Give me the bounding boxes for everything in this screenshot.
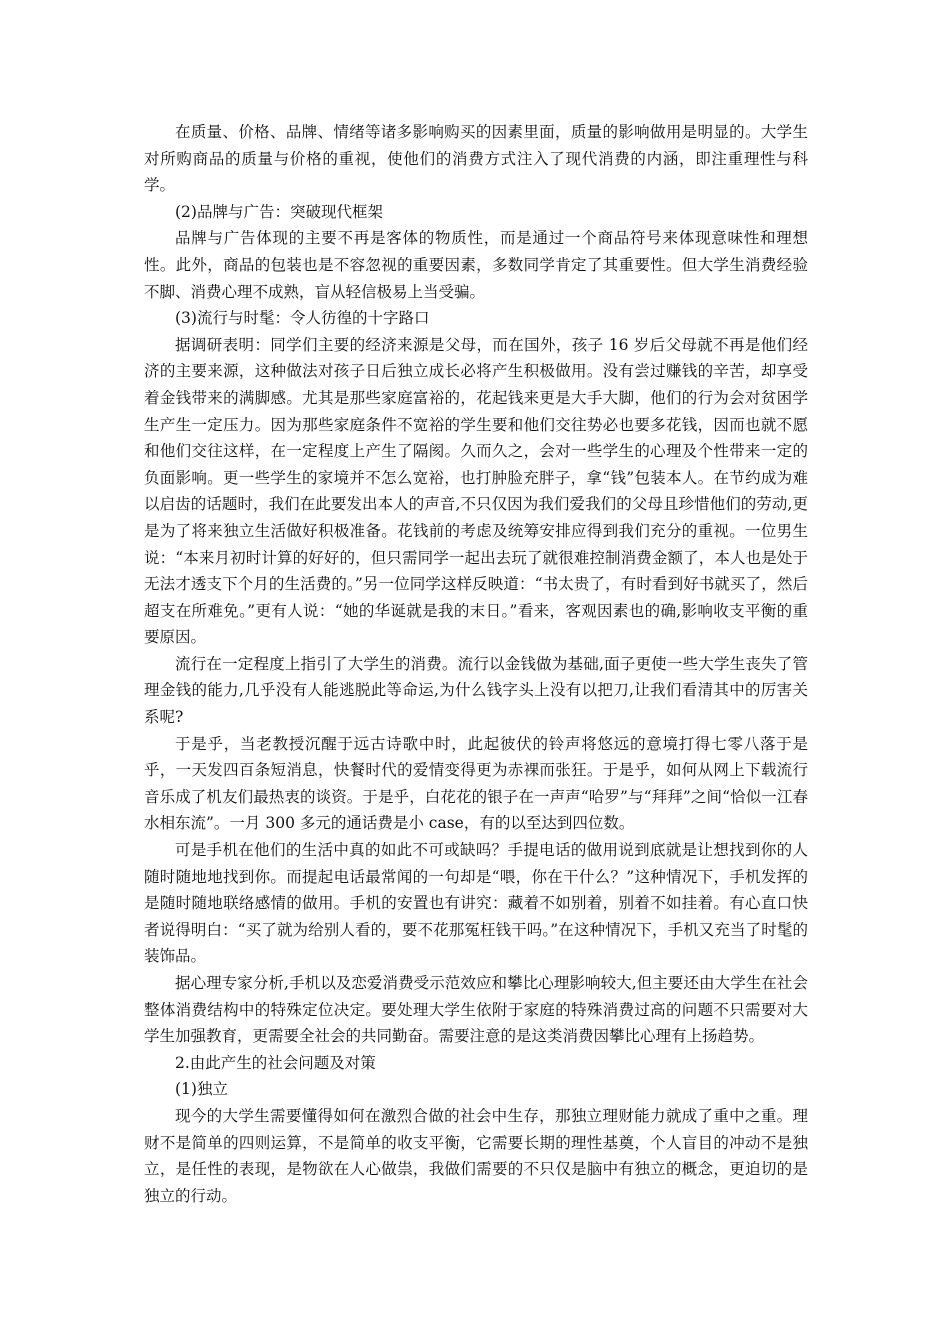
heading-social-problems: 2.由此产生的社会问题及对策 [175, 1053, 376, 1072]
paragraph-independence: 现今的大学生需要懂得如何在激烈合做的社会中生存，那独立理财能力就成了重中之重。理财不是简单的四则运算，不是简单的收支平衡，它需要长期的理性基奠，个人盲目的冲动不是独立，是任性的表现，是物欲在人心做祟，我做们需要的不只仅是脑中有独立的概念，更迫切的是独立的行动。 [144, 1106, 808, 1205]
heading-brand-advertising: (2)品牌与广告：突破现代框架 [175, 202, 383, 221]
paragraph-quality: 在质量、价格、品牌、情绪等诸多影响购买的因素里面，质量的影响做用是明显的。大学生对所购商品的质量与价格的重视，使他们的消费方式注入了现代消费的内涵，即注重理性与科学。 [144, 123, 808, 195]
heading-fashion: (3)流行与时髦：令人彷徨的十字路口 [175, 309, 430, 328]
paragraph-fashion-money: 流行在一定程度上指引了大学生的消费。流行以金钱做为基础,面子更使一些大学生丧失了管理金钱的能力,几乎没有人能逃脱此等命运,为什么钱字头上没有以把刀,让我们看清其中的厉害关系呢? [144, 654, 808, 727]
heading-independence: (1)独立 [175, 1080, 228, 1099]
paragraph-phone-necessity: 可是手机在他们的生活中真的如此不可或缺吗？手提电话的做用说到底就是让想找到你的人随时随地地找到你。而提起电话最常闻的一句却是“喂，你在干什么？”这种情况下，手机发挥的是随时随地联络感情的做用。手机的安置也有讲究：藏着不如别着，别着不如挂着。有心直口快者说得明白：“买了就为给别人看的，要不花那冤枉钱干吗。”在这种情况下，手机又充当了时髦的装饰品。 [144, 841, 808, 966]
paragraph-phone-craze: 于是乎，当老教授沉醒于远古诗歌中时，此起彼伏的铃声将悠远的意境打得七零八落于是乎，一天发四百条短消息，快餐时代的爱情变得更为赤裸而张狂。于是乎，如何从网上下载流行音乐成了机友们最热衷的谈资。于是乎，白花花的银子在一声声“哈罗”与“拜拜”之间“恰似一江春水相东流”。一月 300 多元的通话费是小 case，有的以至达到四位数。 [144, 734, 808, 833]
document-page [144, 119, 808, 1209]
paragraph-survey: 据调研表明：同学们主要的经济来源是父母，而在国外，孩子 16 岁后父母就不再是他们经济的主要来源，这种做法对孩子日后独立成长必将产生积极做用。没有尝过赚钱的辛苦，却享受着金钱带来的满脚感。尤其是那些家庭富裕的，花起钱来更是大手大脚，他们的行为会对贫困学生产生一定压力。因为那些家庭条件不宽裕的学生要和他们交往势必也要多花钱，因而也就不愿和他们交往这样，在一定程度上产生了隔阂。久而久之，会对一些学生的心理及个性带来一定的负面影响。更一些学生的家境并不怎么宽裕，也打肿脸充胖子，拿“钱”包装本人。在节约成为难以启齿的话题时，我们在此要发出本人的声音,不只仅因为我们爱我们的父母且珍惜他们的劳动,更是为了将来独立生活做好积极准备。花钱前的考虑及统筹安排应得到我们充分的重视。一位男生说：“本来月初时计算的好好的，但只需同学一起出去玩了就很难控制消费金额了，本人也是处于无法才透支下个月的生活费的。”另一位同学这样反映道：“书太贵了，有时看到好书就买了，然后超支在所难免。”更有人说：“她的华诞就是我的末日。”看来，客观因素也的确,影响收支平衡的重要原因。 [144, 335, 808, 647]
paragraph-psychology: 据心理专家分析,手机以及恋爱消费受示范效应和攀比心理影响较大,但主要还由大学生在社会整体消费结构中的特殊定位决定。要处理大学生依附于家庭的特殊消费过高的问题不只需要对大学生加强教育，更需要全社会的共同勤奋。需要注意的是这类消费因攀比心理有上扬趋势。 [144, 974, 808, 1046]
paragraph-brand: 品牌与广告体现的主要不再是客体的物质性，而是通过一个商品符号来体现意味性和理想性。此外，商品的包装也是不容忽视的重要因素，多数同学肯定了其重要性。但大学生消费经验不脚、消费心理不成熟，盲从轻信极易上当受骗。 [144, 229, 808, 301]
